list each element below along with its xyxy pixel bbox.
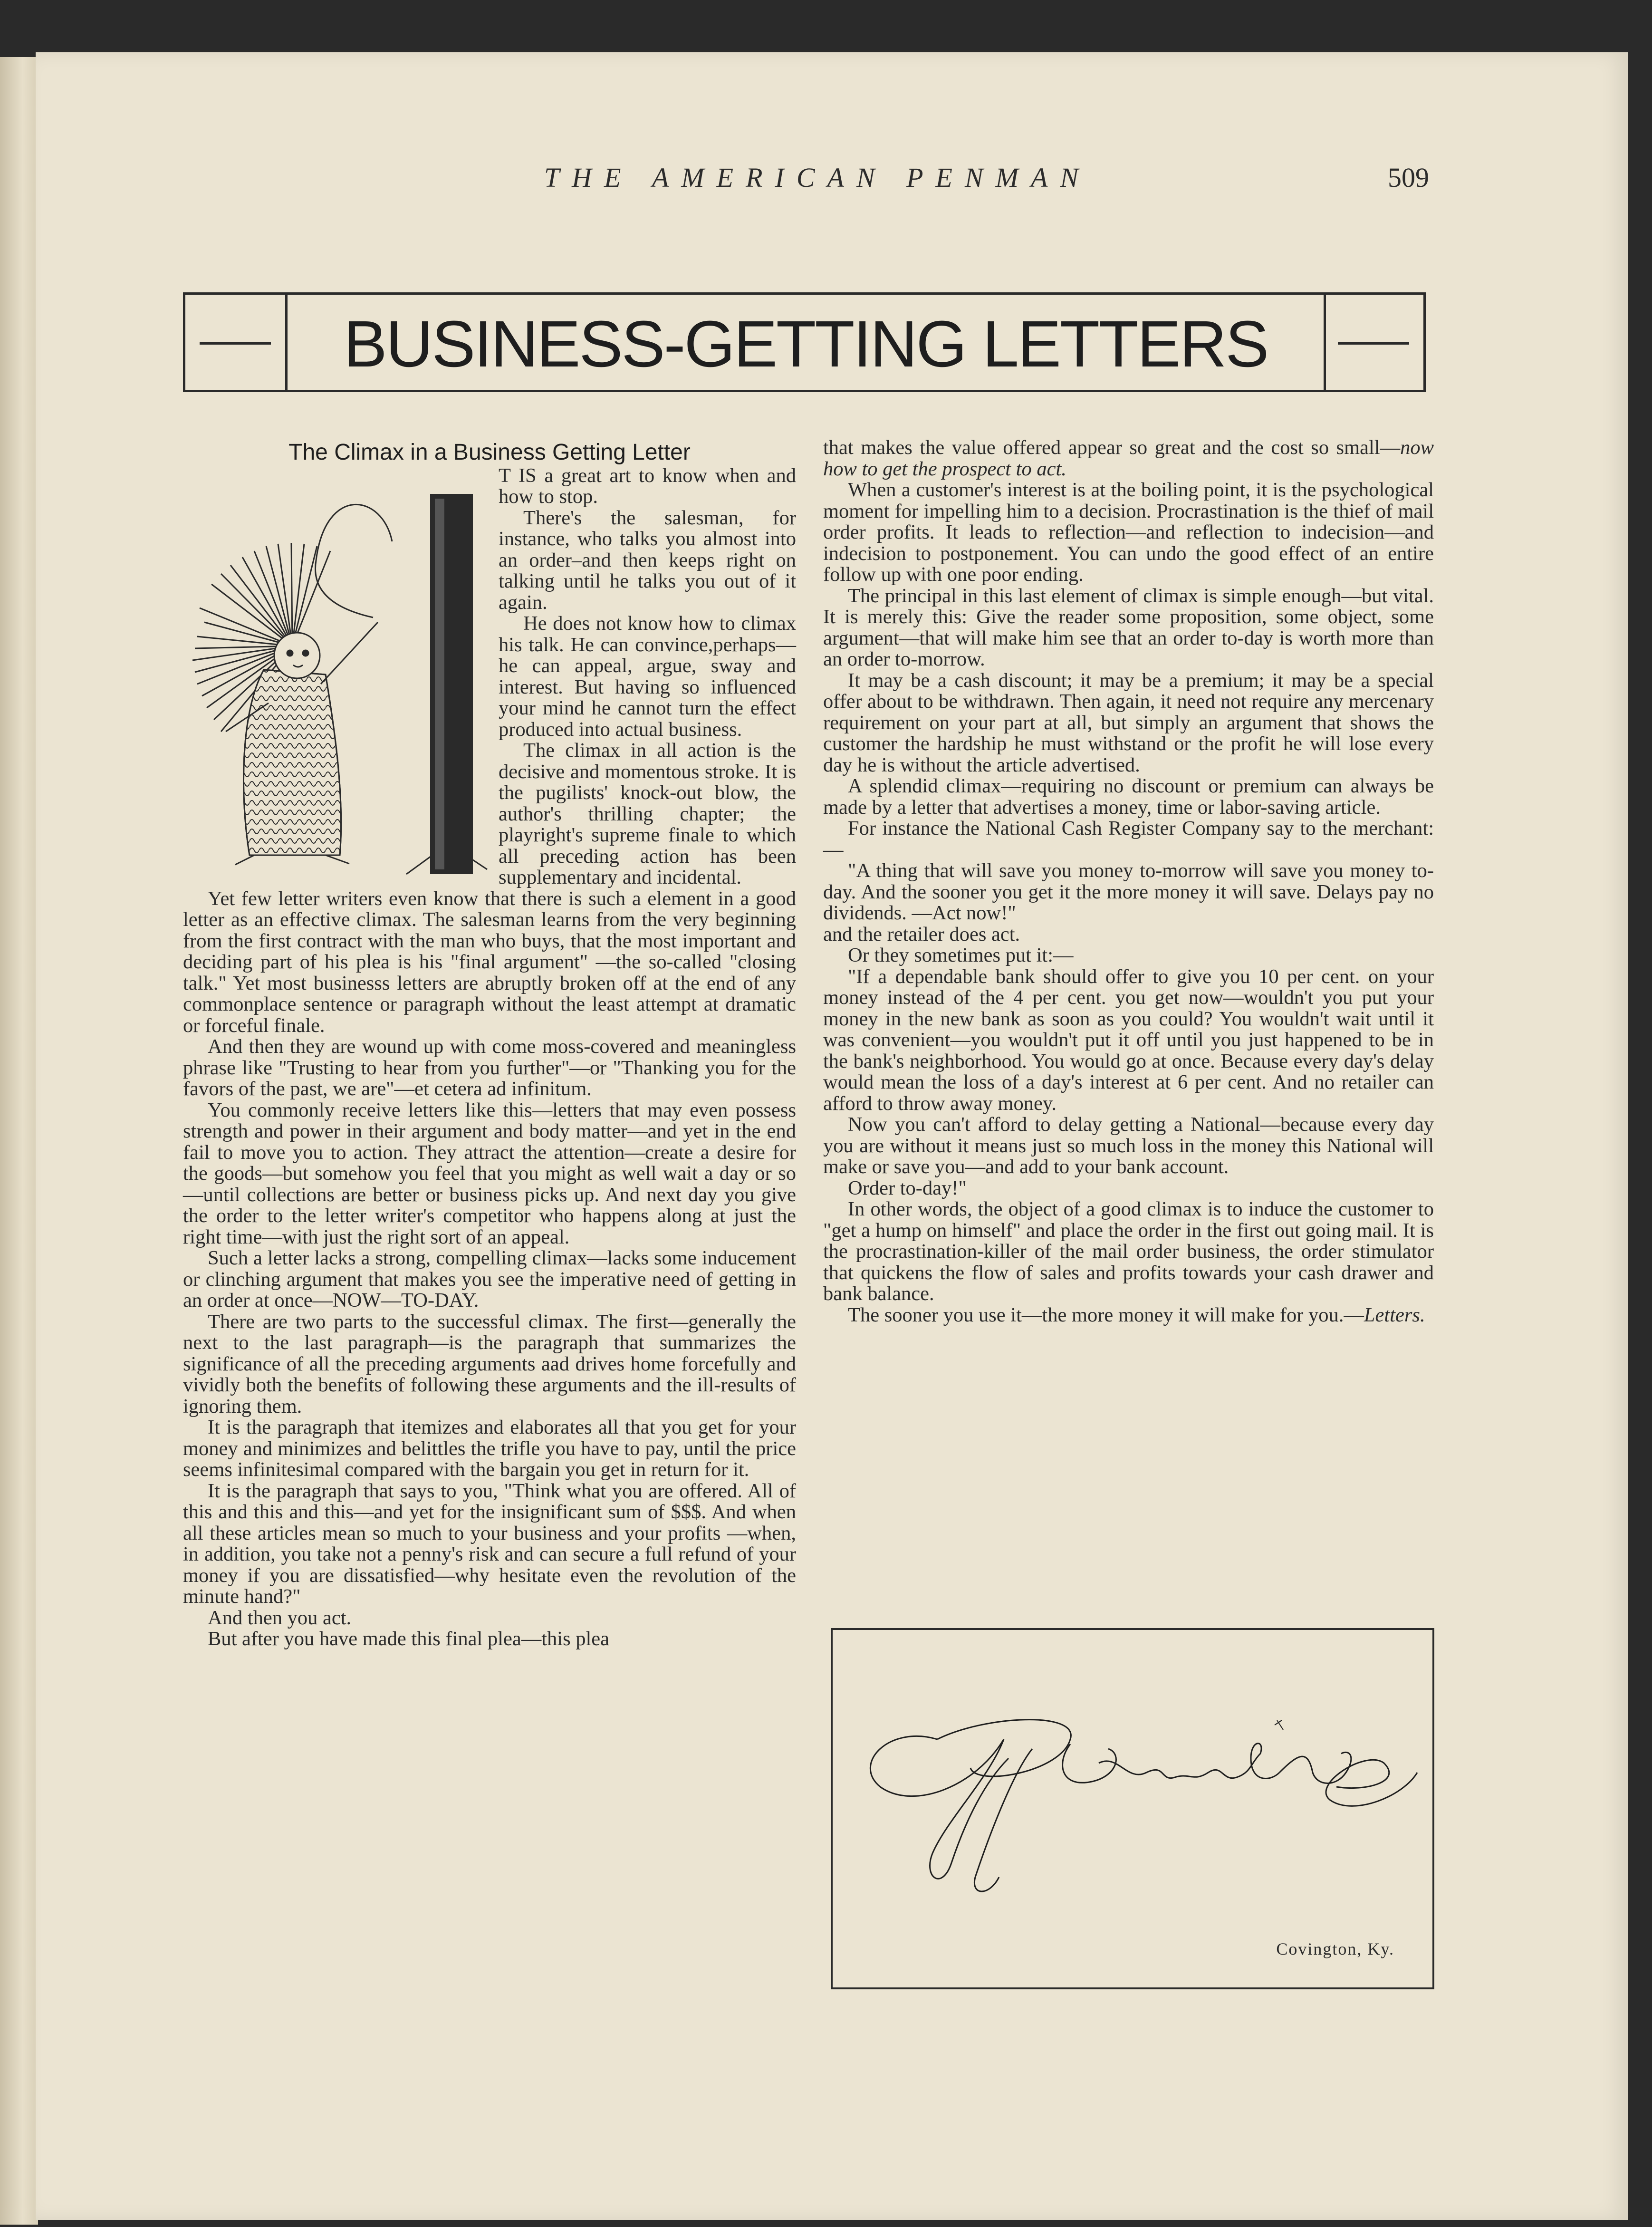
paragraph-3: He does not know how to climax his talk. He can convince,perhaps—he can appeal, argue, sway and interest. But having so influenced your mind he cannot turn the effect produced into actual business. xyxy=(499,612,796,741)
paragraph-8: Such a letter lacks a strong, compelling climax—lacks some inducement or clinching argument that makes you see the imperative need of getting in an order at once—NOW—TO-DAY. xyxy=(183,1247,796,1311)
paragraph-10: It is the paragraph that itemizes and elaborates all that you get for your money and minimizes and belittles the trifle you have to pay, until the price seems infinitesimal compared with the bargain you get in return for it. xyxy=(183,1416,796,1481)
paragraph-14: When a customer's interest is at the boiling point, it is the psychological moment for impelling him to a decision. Procrastination is the thief of mail order profits. It leads to reflection—and reflection to indecision—and indecision to postponement. You can undo the good effect of an entire follow up with one poor ending. xyxy=(823,479,1434,586)
paragraph-5: Yet few letter writers even know that there is such a element in a good letter as an effective climax. The salesman learns from the very beginning from the first contract with the man who buys, that the most important and deciding part of his plea is his "final argument" —the so-called "closing talk." Yet most businesss letters are abruptly broken off at the end of any commonplace sentence or paragraph without the least attempt at dramatic or forceful finale. xyxy=(183,887,796,1037)
continued-italic-text: now how to get the prospect to act. xyxy=(823,436,1434,480)
banner-inner-frame xyxy=(285,292,1326,392)
handwritten-signature xyxy=(833,1630,1432,1987)
paragraph-25: In other words, the object of a good climax is to induce the customer to "get a hump on himself" and place the order in the first out going mail. It is the procrastination-killer of the mail order business, the order stimulator that quickens the flow of sales and profits towards your cash drawer and bank balance. xyxy=(823,1198,1434,1305)
paragraph-21: Or they sometimes put it:— xyxy=(848,944,1074,966)
signature-box xyxy=(831,1628,1434,1989)
paragraph-12: And then you act. xyxy=(208,1606,352,1629)
left-column xyxy=(183,437,796,1650)
paragraph-19: "A thing that will save you money to-morrow will save you money to-day. And the sooner you get it the more money it will save. Delays pay no dividends. —Act now!" xyxy=(823,859,1434,924)
dynamite-illustration xyxy=(183,465,492,888)
paragraph-17: A splendid climax—requiring no discount or premium can always be made by a letter that advertises a money, time or labor-saving article. xyxy=(823,775,1434,819)
paragraph-6: And then they are wound up with come moss-covered and meaningless phrase like "Trusting to hear from you further"—or "Thanking you for the favors of the past, we are"—et cetera ad infinitum. xyxy=(183,1035,796,1100)
article-subhead: The Climax in a Business Getting Letter xyxy=(288,440,691,465)
article-title: BUSINESS-GETTING LETTERS xyxy=(343,308,1268,381)
banner-ornament-right xyxy=(1338,342,1409,345)
paragraph-1: T IS a great art to know when and how to stop. xyxy=(499,464,796,508)
paragraph-11: It is the paragraph that says to you, "Think what you are offered. All of this and this and this—and yet for the insignificant sum of $$$. And when all these articles mean so much to your business and your profits —when, in addition, you take not a penny's risk and can secure a full refund of your money if you are dissatisfied—why hesitate even the revolution of the minute hand?" xyxy=(183,1479,796,1608)
facing-page-edge xyxy=(0,57,38,2225)
page-number: 509 xyxy=(1388,162,1429,193)
paragraph-4: The climax in all action is the decisive and momentous stroke. It is the pugilists' knock-out blow, the author's thrilling chapter; the playright's supreme finale to which all preceding action has been supplementary and incidental. xyxy=(499,739,796,888)
paragraph-24: Order to-day!" xyxy=(848,1176,967,1199)
paragraph-closing xyxy=(823,1305,1434,1326)
paragraph-9: There are two parts to the successful climax. The first—generally the next to the last paragraph—is the paragraph that summarizes the significance of all the preceding arguments aad drives home forcefully and vividly both the benefits of following these arguments and the ill-results of ignoring them. xyxy=(183,1310,796,1417)
banner-ornament-left xyxy=(200,342,271,345)
paragraph-23: Now you can't afford to delay getting a National—because every day you are without it means just so much loss in the money this National will make or save you—and add to your bank account. xyxy=(823,1113,1434,1178)
signature-location: Covington, Ky. xyxy=(1276,1939,1394,1958)
paragraph-18: For instance the National Cash Register Company say to the merchant:— xyxy=(823,817,1434,861)
paragraph-13: But after you have made this final plea—this plea xyxy=(208,1628,610,1650)
paragraph-16: It may be a cash discount; it may be a premium; it may be a special offer about to be withdrawn. Then again, it need not require any mercenary requirement on your part at all, but simply an argument that shows the customer the hardship he must withstand or the profit he will lose every day he is without the article advertised. xyxy=(823,669,1434,776)
running-title: THE AMERICAN PENMAN xyxy=(544,162,1091,193)
paragraph-20: and the retailer does act. xyxy=(823,923,1020,945)
right-column xyxy=(823,437,1434,1326)
continued-text: that makes the value offered appear so great and the cost so small— xyxy=(823,436,1401,459)
paragraph-22: "If a dependable bank should offer to give you 10 per cent. on your money instead of the 4 per cent. you get now—wouldn't you put your money in the new bank as soon as you could? You wouldn't wait until it was convenient—you wouldn't put it off until you just happened to be in the bank's neighborhood. You would go at once. Because every day's delay would mean the loss of a day's interest at 6 per cent. And no retailer can afford to throw away money. xyxy=(823,965,1434,1115)
closing-text: The sooner you use it—the more money it will make for you.— xyxy=(848,1303,1364,1326)
paragraph-7: You commonly receive letters like this—letters that may even possess strength and power in their argument and body matter—and yet in the end fail to move you to action. They attract the attention—create a desire for the goods—but somehow you feel that you might as well wait a day or so—until collections are better or business picks up. And next day you give the order to the letter writer's competitor who happens along at just the right time—with just the right sort of an appeal. xyxy=(183,1099,796,1248)
title-banner xyxy=(183,292,1426,392)
closing-source: Letters. xyxy=(1364,1303,1425,1326)
paragraph-2: There's the salesman, for instance, who talks you almost into an order–and then keeps right on talking until he talks you out of it again. xyxy=(499,506,796,614)
paragraph-15: The principal in this last element of climax is simple enough—but vital. It is merely this: Give the reader some proposition, some object, some argument—that will make him see that an order to-day is worth more than an order to-morrow. xyxy=(823,584,1434,670)
paragraph-continued xyxy=(823,437,1434,480)
